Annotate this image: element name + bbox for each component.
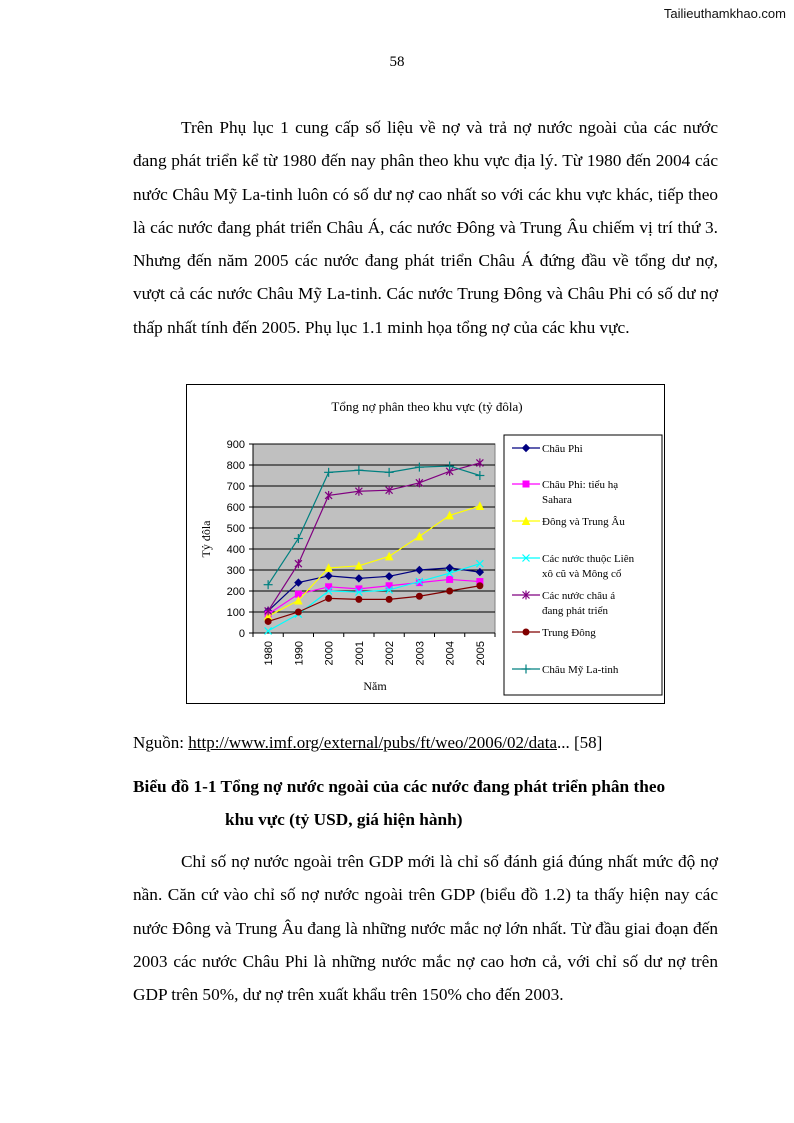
x-tick-label-1990: 1990 xyxy=(293,641,306,666)
series-5-point-2001 xyxy=(356,596,362,602)
x-tick-label-2003: 2003 xyxy=(414,641,427,666)
y-tick-label-900: 900 xyxy=(226,439,245,451)
series-5-point-2003 xyxy=(416,593,422,599)
y-tick-label-400: 400 xyxy=(226,544,245,556)
debt-chart xyxy=(186,384,665,704)
y-tick-label-500: 500 xyxy=(226,523,245,535)
series-1-point-2001 xyxy=(356,586,362,592)
legend-label-1: Châu Phi: tiểu hạ Sahara xyxy=(542,479,619,506)
source-line xyxy=(133,733,602,753)
series-5-point-1990 xyxy=(295,609,301,615)
x-axis-label: Năm xyxy=(363,679,387,693)
y-tick-label-700: 700 xyxy=(226,481,245,493)
x-tick-label-2004: 2004 xyxy=(444,641,457,666)
x-tick-label-2000: 2000 xyxy=(323,641,336,666)
series-5-point-2000 xyxy=(326,595,332,601)
page-number: 58 xyxy=(389,54,405,70)
watermark: Tailieuthamkhao.com xyxy=(663,6,786,21)
series-5-point-2002 xyxy=(386,596,392,602)
y-tick-label-600: 600 xyxy=(226,502,245,514)
figure-caption xyxy=(133,770,718,836)
legend-marker-1 xyxy=(523,481,529,487)
legend-label-4: Các nước châu á đang phát triển xyxy=(542,590,616,617)
x-tick-label-1980: 1980 xyxy=(263,641,276,666)
chart-title: Tổng nợ phân theo khu vực (tỷ đôla) xyxy=(331,399,523,414)
legend-label-3: Các nước thuộc Liên xô cũ và Mông cổ xyxy=(542,553,635,580)
legend-label-0: Châu Phi xyxy=(542,443,583,455)
source-link[interactable]: http://www.imf.org/external/pubs/ft/weo/2006/02/data xyxy=(188,733,557,752)
series-5-point-1980 xyxy=(265,618,271,624)
series-1-point-2004 xyxy=(447,576,453,582)
paragraph-gdp: Chỉ số nợ nước ngoài trên GDP mới là chỉ số đánh giá đúng nhất mức độ nợ nần. Căn cứ vào chỉ số nợ nước ngoài trên GDP (biểu đồ 1.2) ta thấy hiện nay các nước Đông và Trung Âu đang là những nước mắc nợ lớn nhất. Từ đầu giai đoạn đến 2003 các nước Châu Phi là những nước mắc nợ cao hơn cả, với chỉ số dư nợ trên GDP trên 50%, dư nợ trên xuất khẩu trên 150% cho đến 2003. xyxy=(133,852,718,1005)
y-tick-label-200: 200 xyxy=(226,586,245,598)
x-tick-label-2001: 2001 xyxy=(353,641,366,666)
paragraph-intro: Trên Phụ lục 1 cung cấp số liệu về nợ và trả nợ nước ngoài của các nước đang phát triển kể từ 1980 đến nay phân theo khu vực địa lý. Từ 1980 đến 2004 các nước Châu Mỹ La-tinh luôn có số dư nợ cao nhất so với các khu vực khác, tiếp theo là các nước đang phát triển Châu Á, các nước Đông và Trung Âu chiếm vị trí thứ 3. Nhưng đến năm 2005 các nước đang phát triển Châu Á đứng đầu về tổng dư nợ, vượt cả các nước Châu Mỹ La-tinh. Các nước Trung Đông và Châu Phi có số dư nợ thấp nhất tính đến 2005. Phụ lục 1.1 minh họa tổng nợ của các khu vực. xyxy=(133,118,718,337)
legend-label-6: Châu Mỹ La-tinh xyxy=(542,664,619,676)
legend-label-5: Trung Đông xyxy=(542,627,596,639)
legend-marker-5 xyxy=(523,629,529,635)
source-prefix: Nguồn: xyxy=(133,733,189,752)
series-5-point-2005 xyxy=(477,583,483,589)
chart-svg xyxy=(187,385,666,705)
x-tick-label-2005: 2005 xyxy=(474,641,487,666)
y-tick-label-0: 0 xyxy=(238,628,245,640)
y-tick-label-300: 300 xyxy=(226,565,245,577)
legend-label-2: Đông và Trung Âu xyxy=(542,516,625,528)
source-suffix: ... [58] xyxy=(557,733,603,752)
series-5-point-2004 xyxy=(447,588,453,594)
caption-line-1: Biểu đồ 1-1 Tổng nợ nước ngoài của các nước đang phát triển phân theo xyxy=(133,777,666,796)
legend-box xyxy=(504,435,662,695)
y-axis-label: Tỷ đôla xyxy=(199,520,213,558)
y-tick-label-800: 800 xyxy=(226,460,245,472)
y-tick-label-100: 100 xyxy=(226,607,245,619)
x-tick-label-2002: 2002 xyxy=(384,641,397,666)
caption-line-2: khu vực (tỷ USD, giá hiện hành) xyxy=(225,810,463,829)
